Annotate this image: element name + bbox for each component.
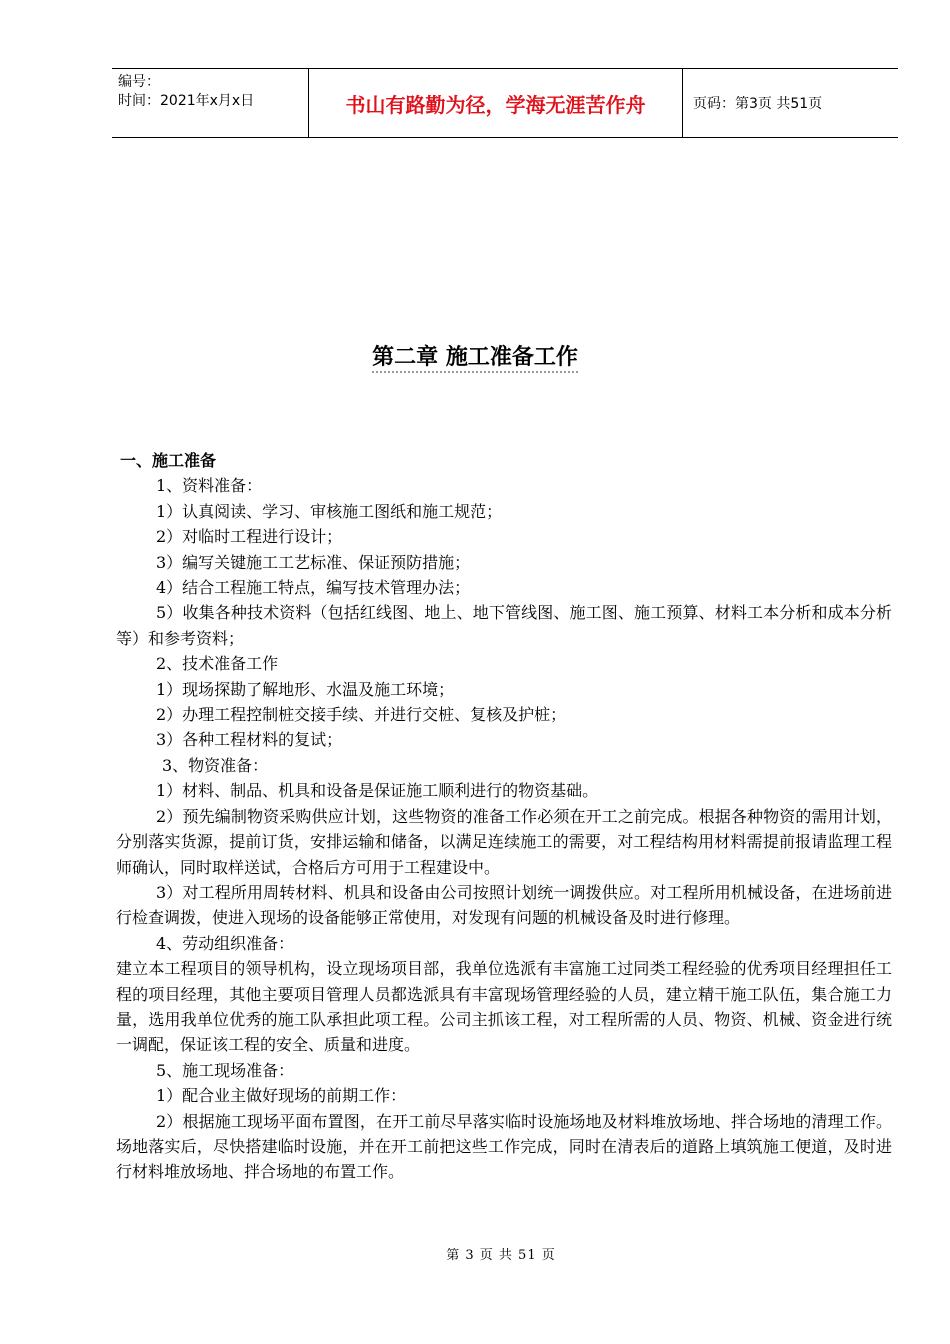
paragraph: 2）办理工程控制桩交接手续、并进行交桩、复核及护桩； — [156, 705, 567, 725]
paragraph: 1）材料、制品、机具和设备是保证施工顺利进行的物资基础。 — [156, 781, 599, 801]
paragraph: 2）根据施工现场平面布置图，在开工前尽早落实临时设施场地及材料堆放场地、拌合场地的清理工作。场地落实后，尽快搭建临时设施，并在开工前把这些工作完成，同时在清表后的道路上填筑施工便道，及时进行材料堆放场地、拌合场地的布置工作。 — [116, 1111, 892, 1182]
paragraph: 3）对工程所用周转材料、机具和设备由公司按照计划统一调拨供应。对工程所用机械设备，在进场前进行检查调拨，使进入现场的设备能够正常使用，对发现有问题的机械设备及时进行修理。 — [116, 882, 892, 928]
paragraph: 3）编写关键施工工艺标准、保证预防措施； — [156, 552, 471, 572]
header-date: 时间：2021年x月x日 — [118, 93, 255, 109]
paragraph: 3）各种工程材料的复试； — [156, 730, 343, 750]
paragraph: 2）预先编制物资采购供应计划，这些物资的准备工作必须在开工之前完成。根据各种物资的需用计划，分别落实货源，提前订货，安排运输和储备，以满足连续施工的需要，对工程结构用材料需提前报请监理工程师确认，同时取样送试，合格后方可用于工程建设中。 — [116, 806, 892, 877]
paragraph: 5）收集各种技术资料（包括红线图、地上、地下管线图、施工图、施工预算、材料工本分析和成本分析等）和参考资料； — [116, 603, 892, 648]
header-number: 编号： — [118, 74, 160, 90]
header-page-info: 页码：第3页 共51页 — [693, 96, 823, 112]
paragraph: 1）配合业主做好现场的前期工作： — [156, 1086, 407, 1106]
header-meta — [112, 69, 309, 137]
paragraph: 1）认真阅读、学习、审核施工图纸和施工规范； — [156, 501, 503, 521]
page-footer: 第 3 页 共 51 页 — [446, 1248, 556, 1263]
section-heading: 一、施工准备 — [120, 451, 217, 470]
paragraph: 2）对临时工程进行设计； — [156, 527, 343, 547]
document-body — [116, 448, 892, 1185]
chapter-title: 第二章 施工准备工作 — [0, 340, 950, 371]
paragraph: 4）结合工程施工特点，编写技术管理办法； — [156, 578, 471, 598]
header-motto: 书山有路勤为径，学海无涯苦作舟 — [309, 69, 683, 137]
paragraph: 1）现场探勘了解地形、水温及施工环境； — [156, 679, 455, 699]
paragraph: 4、劳动组织准备： — [156, 933, 295, 953]
paragraph: 3、物资准备： — [162, 755, 269, 775]
paragraph: 1、资料准备： — [156, 476, 263, 496]
paragraph: 2、技术准备工作 — [156, 654, 279, 674]
paragraph: 5、施工现场准备： — [156, 1060, 295, 1080]
page-header — [112, 68, 898, 138]
paragraph: 建立本工程项目的领导机构，设立现场项目部，我单位选派有丰富施工过同类工程经验的优秀项目经理担任工程的项目经理，其他主要项目管理人员都选派具有丰富现场管理经验的人员，建立精干施工队伍，集合施工力量，选用我单位优秀的施工队承担此项工程。公司主抓该工程，对工程所需的人员、物资、机械、资金进行统一调配，保证该工程的安全、质量和进度。 — [116, 959, 892, 1055]
